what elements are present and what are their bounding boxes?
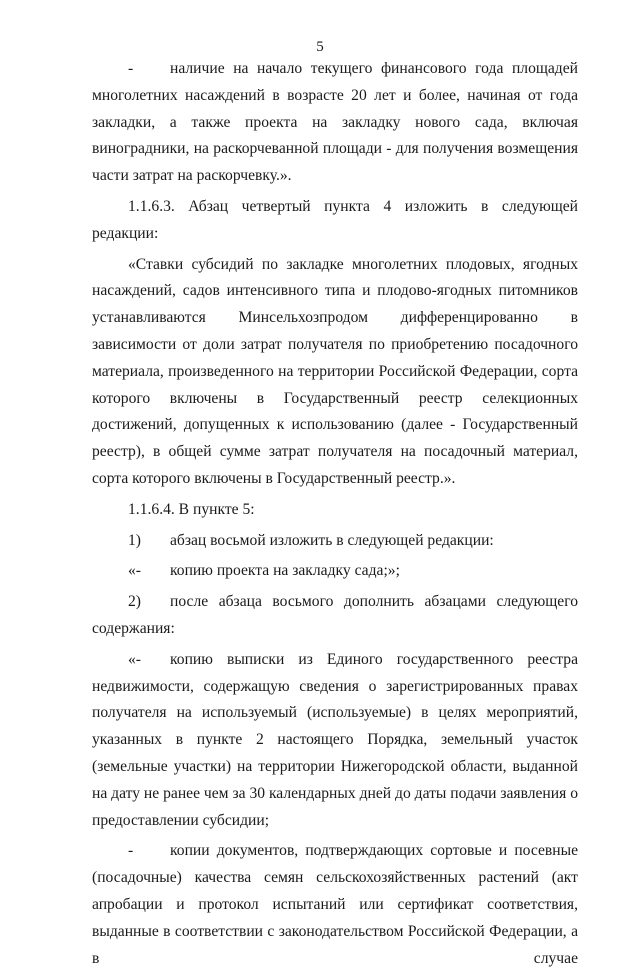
paragraph: содержания: [92,619,175,637]
page-number: 5 [316,39,324,55]
list-marker: «- [128,562,141,580]
paragraph-text: копию проекта на закладку сада;»; [170,562,400,580]
list-marker: - [128,60,134,77]
paragraph: 1.1.6.4. В пункте 5: [128,500,255,518]
list-item [92,838,578,865]
paragraph: 1.1.6.3. Абзац четвертый пункта 4 изложить в следующей редакции: [92,197,578,242]
paragraph: многолетних насаждений в возрасте 20 лет и более, начиная от года закладки, а также проекта на закладку нового сада, включая виноградники, на раскорчеванной площади - для получения возмещения части затрат на раскорчевку.». [92,86,578,185]
paragraph-text: наличие на начало текущего финансового года площадей [170,60,578,77]
paragraph: (посадочные) качества семян сельскохозяйственных растений (акт апробации и протокол испытаний или сертификат соответствия, выданные в соответствии с законодательством Российской Федерации, а в случае [92,869,578,967]
list-item [92,558,578,585]
list-item [92,56,578,83]
list-item [92,528,578,555]
list-marker: 1) [128,531,141,549]
paragraph: недвижимости, содержащую сведения о зарегистрированных правах получателя на используемый (используемые) в целях мероприятий, указанных в пункте 2 настоящего Порядка, земельный участок (земельные участки) на территории Нижегородской области, выданной на дату не ранее чем за 30 календарных дней до даты подачи заявления о предоставлении субсидии; [92,677,578,829]
list-marker: - [128,842,134,860]
list-marker: 2) [128,593,141,611]
list-item [92,589,578,616]
paragraph-text: после абзаца восьмого дополнить абзацами следующего [170,593,578,611]
paragraph-text: копию выписки из Единого государственного реестра [170,650,578,668]
paragraph: «Ставки субсидий по закладке многолетних плодовых, ягодных насаждений, садов интенсивного типа и плодово-ягодных питомников устанавливаются Минсельхозпродом дифференцированно в зависимости от доли затрат получателя по приобретению посадочного материала, произведенного на территории Российской Федерации, сорта которого включены в Государственный реестр селекционных достижений, допущенных к использованию (далее - Государственный реестр), в общей сумме затрат получателя на посадочный материал, сорта которого включены в Государственный реестр.». [92,255,578,487]
list-marker: «- [128,650,141,668]
document-body [92,56,578,972]
list-item [92,647,578,674]
paragraph-text: абзац восьмой изложить в следующей редакции: [170,531,494,549]
paragraph-text: копии документов, подтверждающих сортовые и посевные [170,842,578,860]
